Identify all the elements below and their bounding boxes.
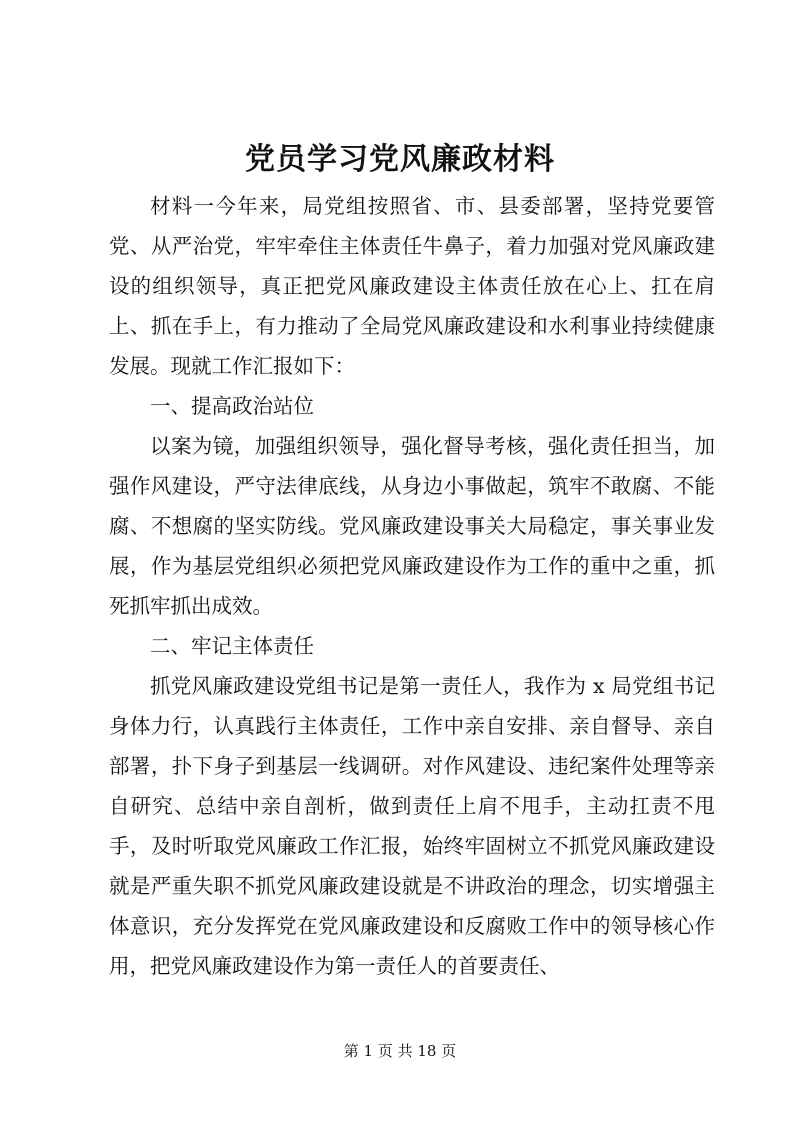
page-number-footer: 第 1 页 共 18 页 xyxy=(343,1042,457,1060)
section-heading-1: 一、提高政治站位 xyxy=(150,394,314,418)
paragraph-section-2: 抓党风廉政建设党组书记是第一责任人，我作为 x 局党组书记身体力行，认真践行主体责任，工作中亲自安排、亲自督导、亲自部署，扑下身子到基层一线调研。对作风建设、违纪案件处理等亲自研究、总结中亲自剖析，做到责任上肩不甩手，主动扛责不甩手，及时听取党风廉政工作汇报，始终牢固树立不抓党风廉政建设就是严重失职不抓党风廉政建设就是不讲政治的理念，切实增强主体意识，充分发挥党在党风廉政建设和反腐败工作中的领导核心作用，把党风廉政建设作为第一责任人的首要责任、 xyxy=(109,674,715,978)
paragraph-intro: 材料一今年来，局党组按照省、市、县委部署，坚持党要管党、从严治党，牢牢牵住主体责任牛鼻子，着力加强对党风廉政建设的组织领导，真正把党风廉政建设主体责任放在心上、扛在肩上、抓在手上，有力推动了全局党风廉政建设和水利事业持续健康发展。现就工作汇报如下： xyxy=(109,194,715,378)
section-heading-2: 二、牢记主体责任 xyxy=(150,634,314,658)
document-title: 党员学习党风廉政材料 xyxy=(245,142,555,177)
paragraph-section-1: 以案为镜，加强组织领导，强化督导考核，强化责任担当，加强作风建设，严守法律底线，从身边小事做起，筑牢不敢腐、不能腐、不想腐的坚实防线。党风廉政建设事关大局稳定，事关事业发展，作为基层党组织必须把党风廉政建设作为工作的重中之重，抓死抓牢抓出成效。 xyxy=(109,434,715,618)
document-body xyxy=(109,186,715,986)
